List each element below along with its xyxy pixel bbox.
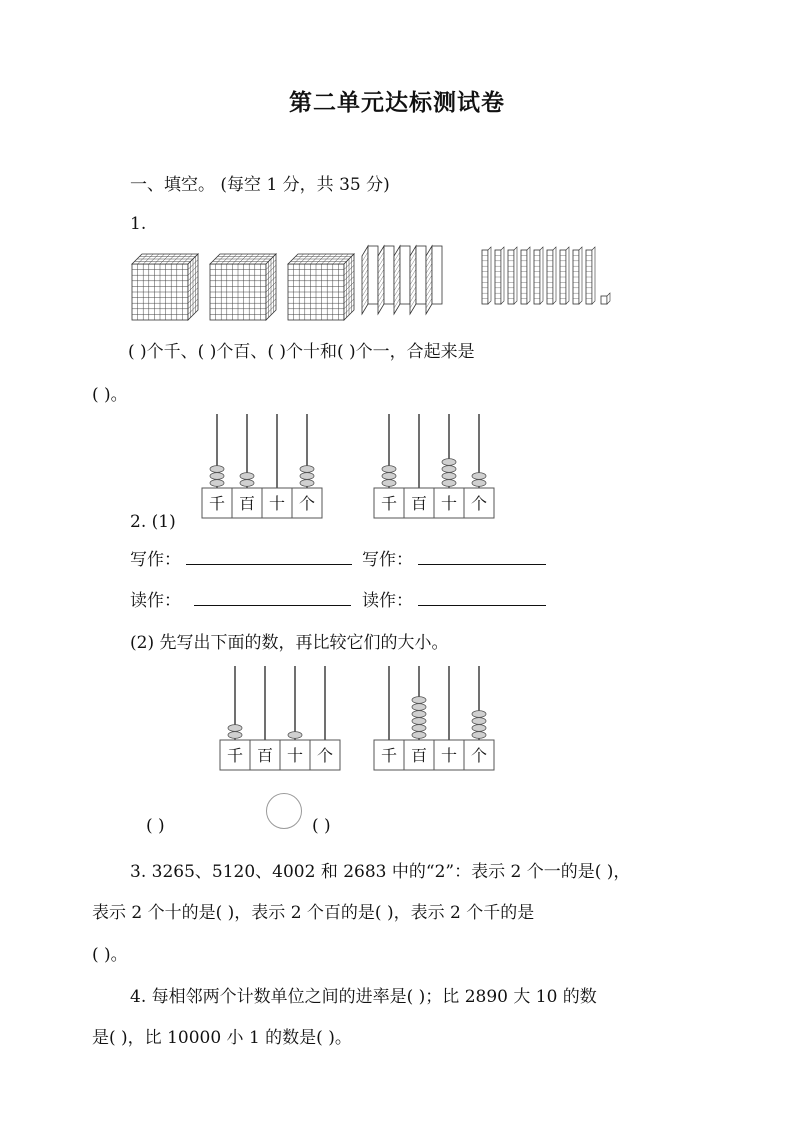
ten-rod (495, 247, 504, 304)
ten-rod (586, 247, 595, 304)
write-label-b: 写作： (362, 550, 413, 570)
read-answer-line-a[interactable] (194, 605, 351, 606)
read-answer-line-b[interactable] (418, 605, 546, 606)
abacus-place-label: 十 (440, 494, 458, 513)
hundred-flat (426, 246, 442, 314)
abacus-figure-2 (372, 410, 496, 522)
question-3-line-2: 表示 2 个十的是( )，表示 2 个百的是( )，表示 2 个千的是 (92, 903, 535, 923)
ten-rod (508, 247, 517, 304)
comparison-circle[interactable] (266, 793, 302, 829)
question-2-part-2-text: (2) 先写出下面的数，再比较它们的大小。 (130, 633, 449, 653)
question-1-number: 1. (130, 214, 147, 234)
abacus-bead (382, 473, 396, 480)
ten-rod (534, 247, 543, 304)
question-3-line-3: ( )。 (92, 945, 128, 965)
write-answer-line-a[interactable] (186, 564, 352, 565)
abacus-bead (472, 718, 486, 725)
abacus-bead (210, 480, 224, 487)
abacus-bead (442, 473, 456, 480)
question-2-part-1-label: 2. (1) (130, 512, 176, 532)
question-4-line-2: 是( )，比 10000 小 1 的数是( )。 (92, 1028, 352, 1048)
abacus-bead (442, 466, 456, 473)
abacus-bead (382, 466, 396, 473)
abacus-bead (240, 480, 254, 487)
question-4-line-1: 4. 每相邻两个计数单位之间的进率是( )；比 2890 大 10 的数 (130, 987, 597, 1007)
abacus-bead (300, 473, 314, 480)
abacus-place-label: 千 (380, 494, 398, 513)
answer-paren-a: ( ) (146, 816, 165, 836)
thousand-cube (288, 254, 354, 320)
abacus-bead (472, 725, 486, 732)
abacus-place-label: 个 (470, 494, 488, 513)
read-label-a: 读作： (130, 591, 181, 611)
abacus-bead (210, 466, 224, 473)
hundred-flat (394, 246, 410, 314)
abacus-place-label: 十 (440, 746, 458, 765)
abacus-bead (382, 480, 396, 487)
abacus-bead (472, 480, 486, 487)
abacus-place-label: 百 (256, 746, 274, 765)
place-value-blocks-figure (128, 242, 628, 332)
answer-paren-b: ( ) (312, 816, 331, 836)
abacus-bead (300, 480, 314, 487)
abacus-bead (442, 459, 456, 466)
abacus-place-label: 百 (410, 746, 428, 765)
abacus-bead (412, 711, 426, 718)
abacus-bead (288, 732, 302, 739)
question-1-line-2: ( )。 (92, 385, 128, 405)
abacus-place-label: 千 (208, 494, 226, 513)
abacus-figure-4 (372, 662, 496, 774)
ten-rod (547, 247, 556, 304)
abacus-bead (240, 473, 254, 480)
abacus-bead (412, 718, 426, 725)
write-label-a: 写作： (130, 550, 181, 570)
abacus-place-label: 个 (298, 494, 316, 513)
abacus-bead (412, 732, 426, 739)
thousand-cube (210, 254, 276, 320)
question-3-line-1: 3. 3265、5120、4002 和 2683 中的“2”：表示 2 个一的是( )， (130, 862, 631, 882)
abacus-bead (210, 473, 224, 480)
abacus-bead (472, 732, 486, 739)
hundred-flat (378, 246, 394, 314)
section-heading: 一、填空。 (每空 1 分，共 35 分) (130, 175, 390, 195)
ten-rod (521, 247, 530, 304)
abacus-bead (228, 732, 242, 739)
abacus-bead (412, 704, 426, 711)
hundred-flat (410, 246, 426, 314)
abacus-bead (442, 480, 456, 487)
hundred-flat (362, 246, 378, 314)
abacus-bead (472, 473, 486, 480)
abacus-place-label: 千 (226, 746, 244, 765)
unit-cube (601, 293, 610, 304)
abacus-place-label: 百 (410, 494, 428, 513)
ten-rod (573, 247, 582, 304)
abacus-figure-1 (200, 410, 324, 522)
abacus-place-label: 个 (470, 746, 488, 765)
abacus-bead (412, 697, 426, 704)
ten-rod (482, 247, 491, 304)
write-answer-line-b[interactable] (418, 564, 546, 565)
abacus-figure-3 (218, 662, 342, 774)
question-1-line-1: ( )个千、( )个百、( )个十和( )个一，合起来是 (128, 342, 475, 362)
abacus-bead (472, 711, 486, 718)
abacus-place-label: 百 (238, 494, 256, 513)
abacus-place-label: 个 (316, 746, 334, 765)
abacus-bead (228, 725, 242, 732)
abacus-place-label: 十 (286, 746, 304, 765)
abacus-bead (412, 725, 426, 732)
abacus-place-label: 千 (380, 746, 398, 765)
abacus-place-label: 十 (268, 494, 286, 513)
ten-rod (560, 247, 569, 304)
read-label-b: 读作： (362, 591, 413, 611)
page-title: 第二单元达标测试卷 (289, 90, 505, 116)
thousand-cube (132, 254, 198, 320)
abacus-bead (300, 466, 314, 473)
